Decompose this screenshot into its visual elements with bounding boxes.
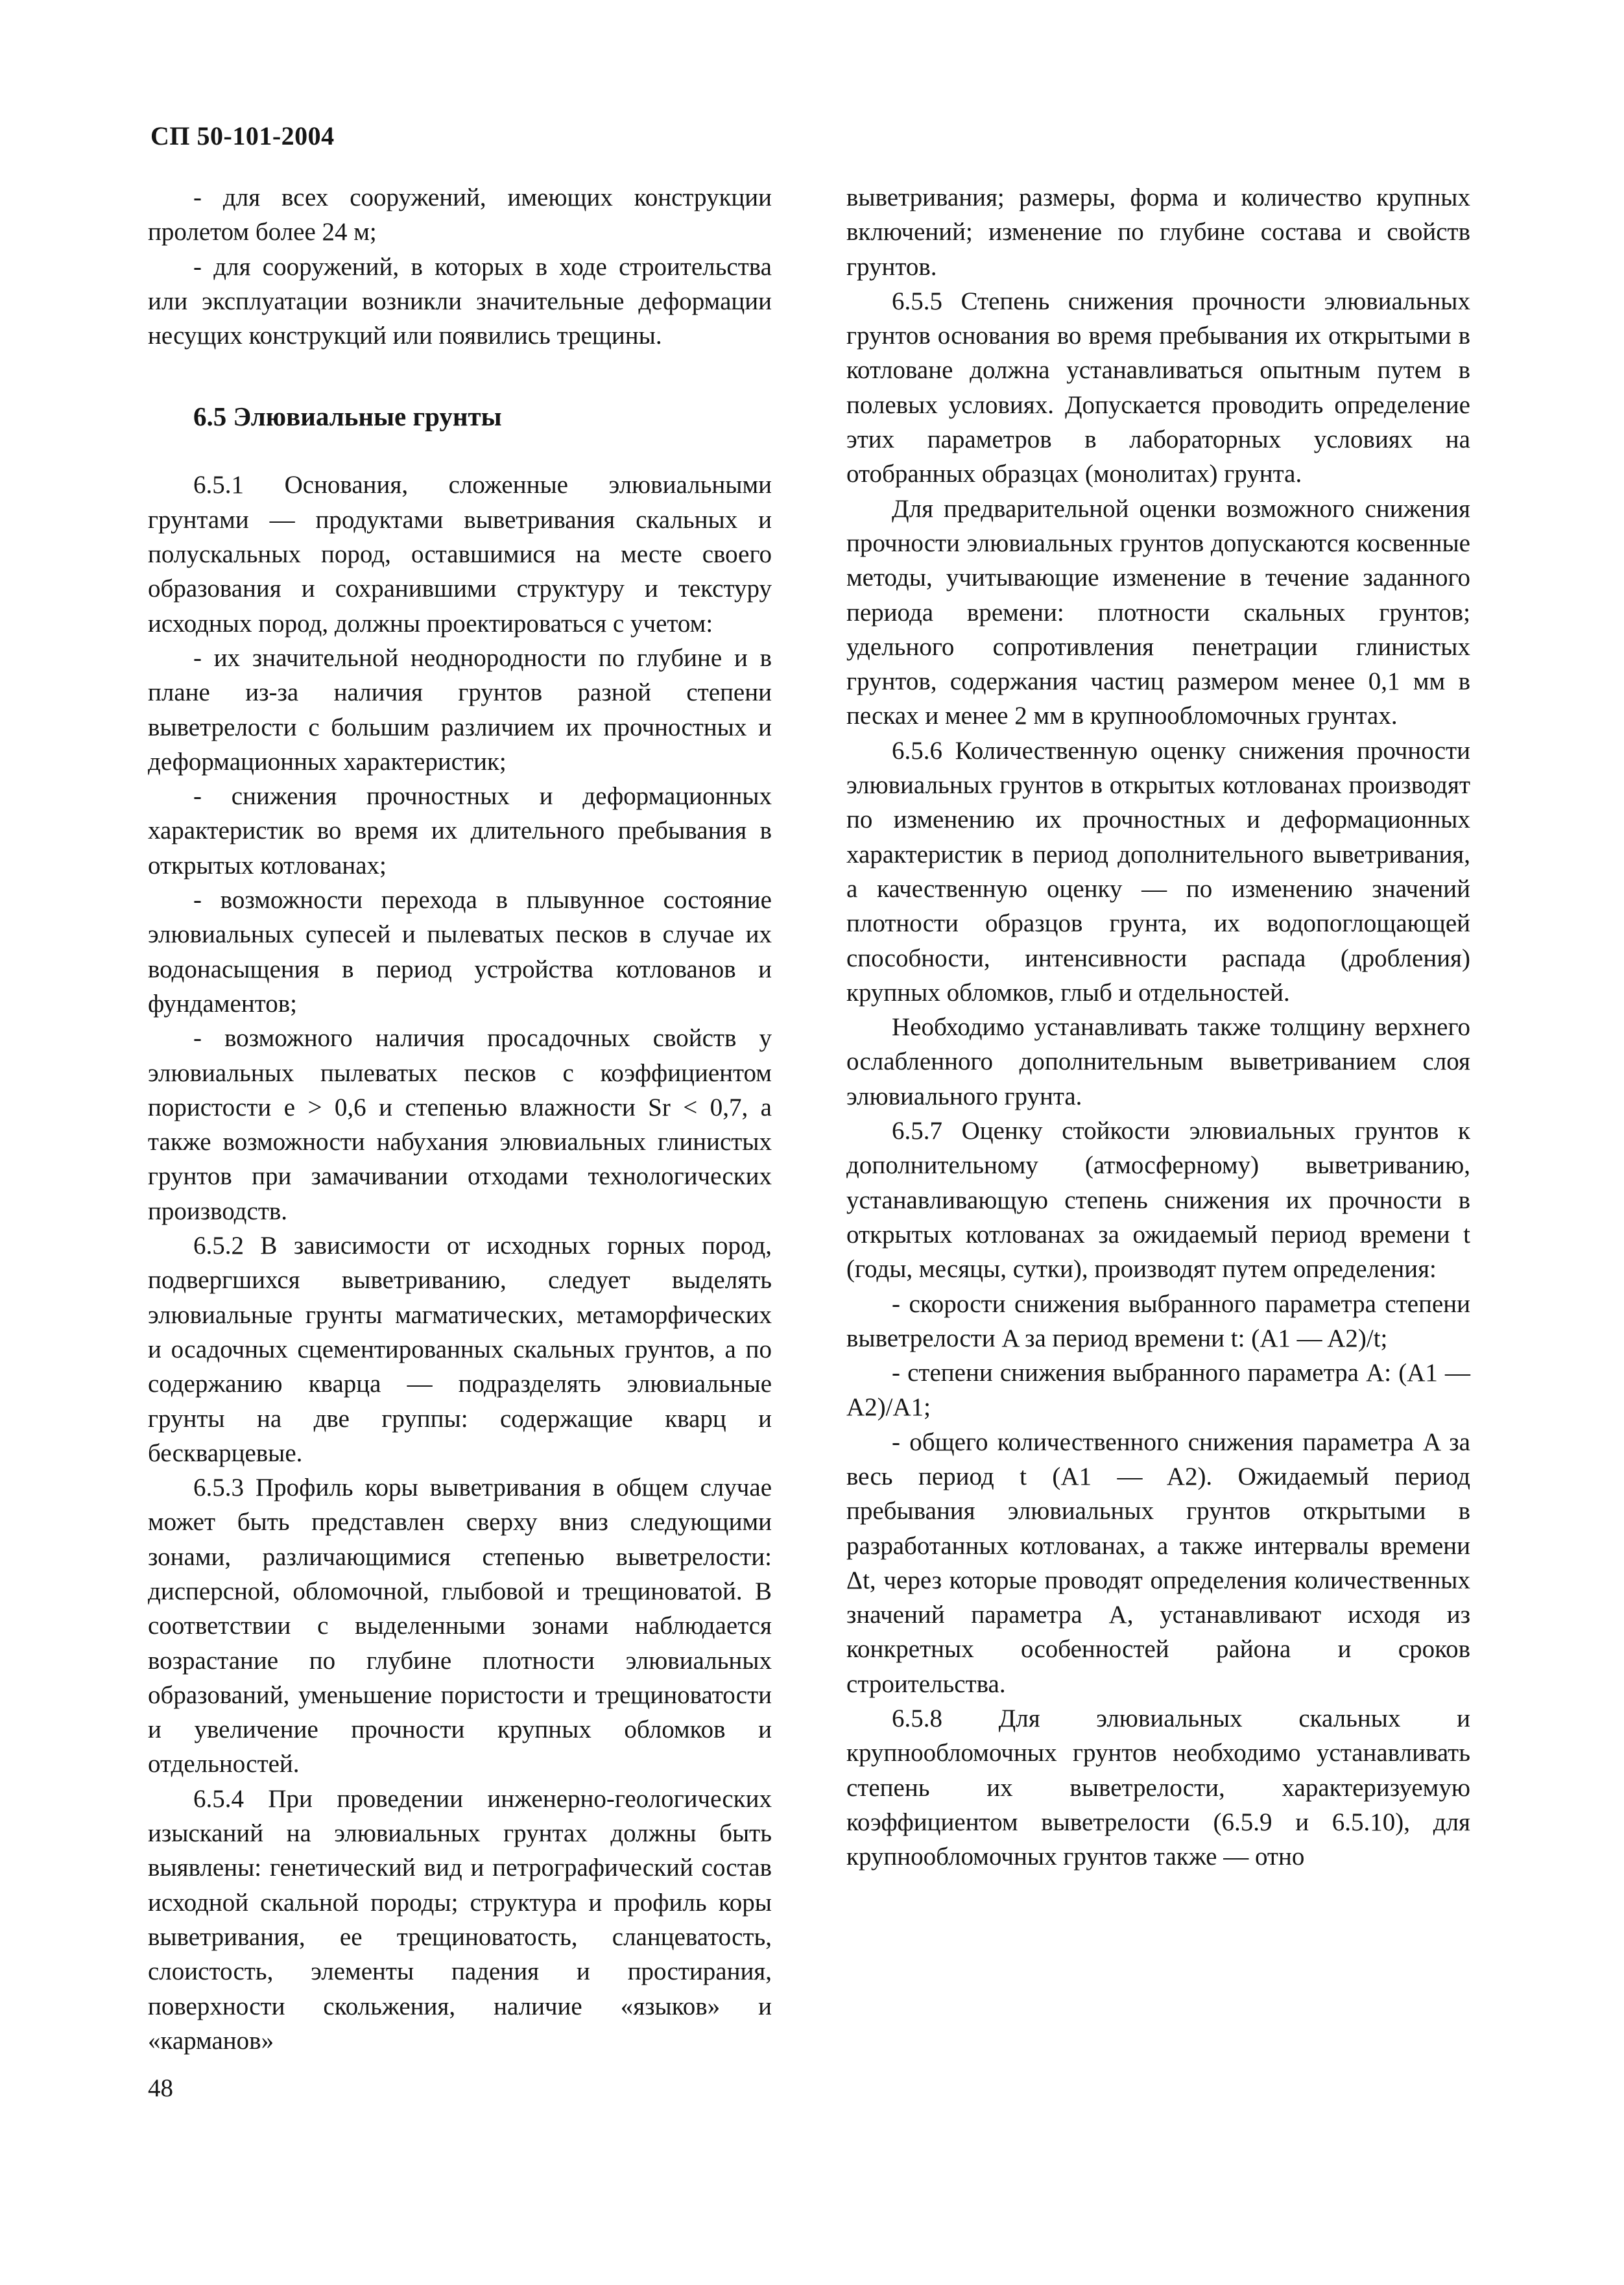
paragraph: 6.5.2 В зависимости от исходных горных пород, подвергшихся выветриванию, следует выделять элювиальные грунты магматических, метаморфических и осадочных сцементированных скальных грунтов, а по содержанию кварца — подразделять элювиальные грунты на две группы: содержащие кварц и бескварцевые. xyxy=(148,1232,772,1467)
paragraph: выветривания; размеры, форма и количество крупных включений; изменение по глубине состава и свойств грунтов. xyxy=(846,184,1470,281)
page-number: 48 xyxy=(148,2074,173,2102)
paragraph: - возможности перехода в плывунное состояние элювиальных супесей и пылеватых песков в случае их водонасыщения в период устройства котлованов и фундаментов; xyxy=(148,886,772,1018)
paragraph: - их значительной неоднородности по глубине и в плане из-за наличия грунтов разной степени выветрелости с большим различием их прочностных и деформационных характеристик; xyxy=(148,643,772,776)
paragraph: 6.5.4 При проведении инженерно-геологических изысканий на элювиальных грунтах должны быть выявлены: генетический вид и петрографический состав исходной скальной породы; структура и профиль коры выветривания, ее трещиноватость, сланцеватость, слоистость, элементы падения и простирания, поверхности скольжения, наличие «языков» и «карманов» xyxy=(148,1784,772,2055)
paragraph: 6.5.6 Количественную оценку снижения прочности элювиальных грунтов в открытых котлованах производят по изменению их прочностных и деформационных характеристик в период дополнительного выветривания, а качественную оценку — по изменению значений плотности образцов грунта, их водопоглощающей способности, интенсивности распада (дробления) крупных обломков, глыб и отдельностей. xyxy=(846,736,1470,1007)
paragraph: 6.5.8 Для элювиальных скальных и крупнообломочных грунтов необходимо устанавливать степень их выветрелости, характеризуемую коэффициентом выветрелости (6.5.9 и 6.5.10), для крупнообломочных грунтов также — отно xyxy=(846,1705,1470,1871)
document-code: СП 50-101-2004 xyxy=(150,121,335,150)
paragraph: 6.5.7 Оценку стойкости элювиальных грунтов к дополнительному (атмосферному) выветриванию, устанавливающую степень снижения их прочности в открытых котлованах за ожидаемый период времени t (годы, месяцы, сутки), производят путем определения: xyxy=(846,1117,1470,1284)
paragraph: 6.5.3 Профиль коры выветривания в общем случае может быть представлен сверху вниз следующими зонами, различающимися степенью выветрелости: дисперсной, обломочной, глыбовой и трещиноватой. В соответствии с выделенными зонами наблюдается возрастание по глубине плотности элювиальных образований, уменьшение пористости и трещиноватости и увеличение прочности крупных обломков и отдельностей. xyxy=(148,1474,772,1778)
paragraph: - для всех сооружений, имеющих конструкции пролетом более 24 м; xyxy=(148,184,772,246)
paragraph: - степени снижения выбранного параметра A: (A1 — A2)/A1; xyxy=(846,1359,1470,1422)
paragraph: - для сооружений, в которых в ходе строительства или эксплуатации возникли значительные деформации несущих конструкций или появились трещины. xyxy=(148,252,772,350)
right-column xyxy=(846,180,1470,1874)
section-title: 6.5 Элювиальные грунты xyxy=(193,401,502,432)
paragraph: 6.5.5 Степень снижения прочности элювиальных грунтов основания во время пребывания их открытыми в котловане должна устанавливаться опытным путем в полевых условиях. Допускается проводить определение этих параметров в лабораторных условиях на отобранных образцах (монолитах) грунта. xyxy=(846,287,1470,488)
paragraph: - снижения прочностных и деформационных характеристик во время их длительного пребывания в открытых котлованах; xyxy=(148,782,772,879)
paragraph: Для предварительной оценки возможного снижения прочности элювиальных грунтов допускаются косвенные методы, учитывающие изменение в течение заданного периода времени: плотности скальных грунтов; удельного сопротивления пенетрации глинистых грунтов, содержания частиц размером менее 0,1 мм в песках и менее 2 мм в крупнообломочных грунтах. xyxy=(846,494,1470,730)
paragraph: Необходимо устанавливать также толщину верхнего ослабленного дополнительным выветриванием слоя элювиального грунта. xyxy=(846,1013,1470,1110)
left-column xyxy=(148,180,772,2058)
paragraph: 6.5.1 Основания, сложенные элювиальными грунтами — продуктами выветривания скальных и полускальных пород, оставшимися на месте своего образования и сохранившими структуру и текстуру исходных пород, должны проектироваться с учетом: xyxy=(148,471,772,638)
paragraph: - общего количественного снижения параметра A за весь период t (A1 — A2). Ожидаемый период пребывания элювиальных грунтов открытыми в разработанных котлованах, а также интервалы времени Δt, через которые проводят определения количественных значений параметра A, устанавливают исходя из конкретных особенностей района и сроков строительства. xyxy=(846,1428,1470,1698)
paragraph: - скорости снижения выбранного параметра степени выветрелости A за период времени t: (A1 — A2)/t; xyxy=(846,1289,1470,1352)
paragraph: - возможного наличия просадочных свойств у элювиальных пылеватых песков с коэффициентом пористости e > 0,6 и степенью влажности Sr < 0,7, а также возможности набухания элювиальных глинистых грунтов при замачивании отходами технологических производств. xyxy=(148,1024,772,1225)
